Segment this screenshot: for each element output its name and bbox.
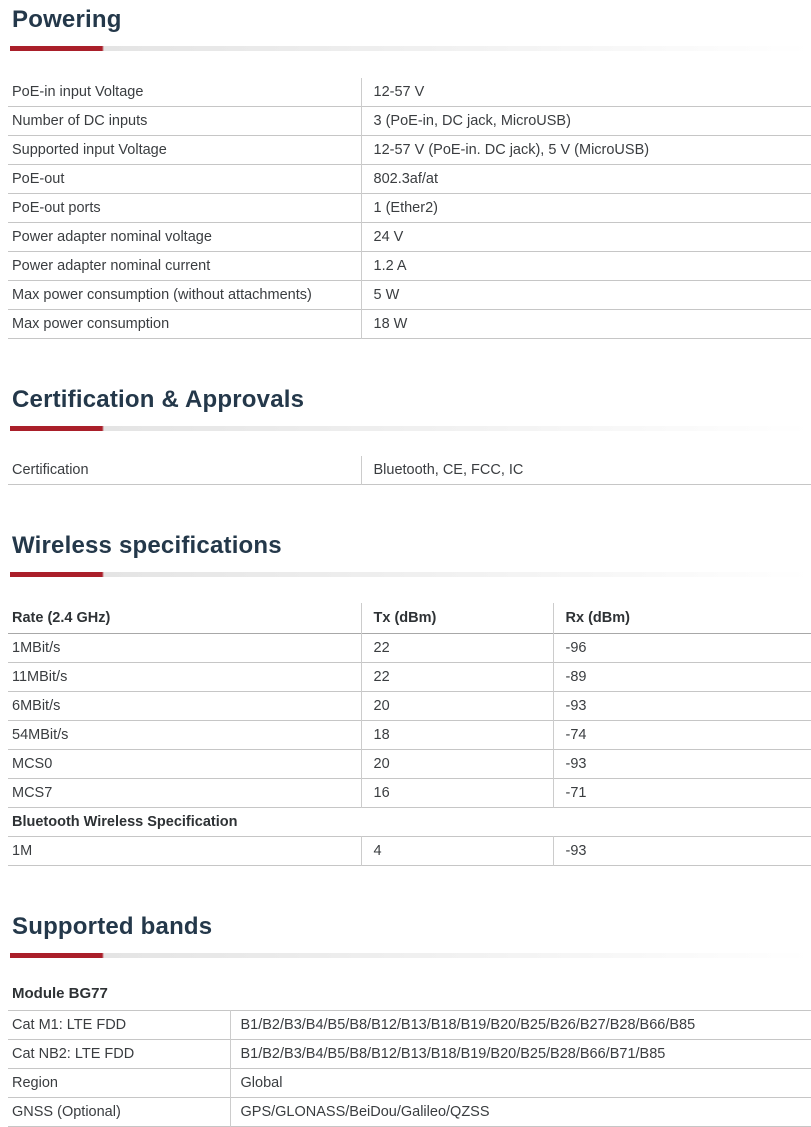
section-supported-bands — [8, 912, 811, 1127]
table-row — [8, 1039, 811, 1068]
spec-label: Cat M1: LTE FDD — [12, 1016, 127, 1033]
tx-cell: 22 — [361, 662, 553, 691]
spec-label: Power adapter nominal current — [12, 258, 211, 274]
table-row — [8, 662, 811, 691]
table-row — [8, 778, 811, 807]
spec-value: Global — [230, 1068, 811, 1097]
rx-cell: -71 — [553, 778, 811, 807]
rx-cell: -96 — [553, 633, 811, 662]
column-header-rx: Rx (dBm) — [553, 603, 811, 633]
accent-divider — [10, 46, 811, 51]
rate-cell: MCS7 — [12, 784, 53, 801]
spec-value: 3 (PoE-in, DC jack, MicroUSB) — [361, 107, 811, 136]
tx-cell: 22 — [361, 633, 553, 662]
rx-cell: -93 — [553, 749, 811, 778]
spec-label: PoE-out — [12, 171, 65, 187]
rate-cell: 11MBit/s — [12, 668, 68, 685]
spec-label: Region — [12, 1074, 58, 1091]
spec-value: Bluetooth, CE, FCC, IC — [361, 456, 811, 485]
table-row — [8, 194, 811, 223]
certification-table — [8, 456, 811, 485]
table-row — [8, 107, 811, 136]
section-wireless — [8, 531, 811, 866]
spec-value: B1/B2/B3/B4/B5/B8/B12/B13/B18/B19/B20/B25/B28/B66/B71/B85 — [230, 1039, 811, 1068]
tx-cell: 20 — [361, 749, 553, 778]
tx-cell: 20 — [361, 691, 553, 720]
table-row — [8, 165, 811, 194]
supported-bands-section-title: Supported bands — [12, 912, 213, 940]
section-certification — [8, 385, 811, 485]
table-row — [8, 281, 811, 310]
spec-label: Number of DC inputs — [12, 113, 148, 129]
table-row — [8, 1068, 811, 1097]
spec-label: GNSS (Optional) — [12, 1103, 121, 1120]
spec-value: B1/B2/B3/B4/B5/B8/B12/B13/B18/B19/B20/B25/B26/B27/B28/B66/B85 — [230, 1010, 811, 1039]
spec-value: 12-57 V — [361, 78, 811, 107]
spec-value: 802.3af/at — [361, 165, 811, 194]
rate-cell: 1M — [12, 842, 33, 859]
rx-cell: -74 — [553, 720, 811, 749]
bluetooth-subheader-label: Bluetooth Wireless Specification — [12, 813, 238, 830]
table-row — [8, 252, 811, 281]
column-header-rate: Rate (2.4 GHz) — [12, 609, 111, 626]
bluetooth-subheader-row — [8, 807, 811, 836]
table-row — [8, 456, 811, 485]
table-row — [8, 223, 811, 252]
section-powering — [8, 5, 811, 339]
table-row — [8, 136, 811, 165]
spec-label: Max power consumption — [12, 316, 170, 332]
table-row — [8, 1010, 811, 1039]
wireless-table — [8, 603, 811, 866]
table-row — [8, 836, 811, 865]
rate-cell: 54MBit/s — [12, 726, 69, 743]
rx-cell: -93 — [553, 836, 811, 865]
rx-cell: -93 — [553, 691, 811, 720]
table-row — [8, 633, 811, 662]
certification-section-title: Certification & Approvals — [12, 386, 305, 413]
powering-section-title: Powering — [12, 6, 122, 33]
supported-bands-table — [8, 1010, 811, 1127]
tx-cell: 4 — [361, 836, 553, 865]
spec-label: PoE-out ports — [12, 200, 101, 216]
spec-value: 1.2 A — [361, 252, 811, 281]
rate-cell: 6MBit/s — [12, 697, 61, 714]
spec-value: 12-57 V (PoE-in. DC jack), 5 V (MicroUSB) — [361, 136, 811, 165]
spec-value: GPS/GLONASS/BeiDou/Galileo/QZSS — [230, 1097, 811, 1126]
spec-value: 24 V — [361, 223, 811, 252]
spec-label: Certification — [12, 462, 89, 478]
spec-label: PoE-in input Voltage — [12, 84, 144, 100]
table-row — [8, 1097, 811, 1126]
tx-cell: 16 — [361, 778, 553, 807]
table-row — [8, 310, 811, 339]
spec-label: Supported input Voltage — [12, 142, 167, 158]
table-row — [8, 691, 811, 720]
table-header-row — [8, 603, 811, 633]
spec-value: 18 W — [361, 310, 811, 339]
table-row — [8, 749, 811, 778]
accent-divider — [10, 953, 811, 958]
wireless-section-title: Wireless specifications — [12, 532, 282, 559]
table-row — [8, 78, 811, 107]
spec-label: Cat NB2: LTE FDD — [12, 1045, 135, 1062]
column-header-tx: Tx (dBm) — [361, 603, 553, 633]
spec-label: Power adapter nominal voltage — [12, 229, 212, 245]
powering-table — [8, 78, 811, 339]
table-row — [8, 720, 811, 749]
tx-cell: 18 — [361, 720, 553, 749]
spec-value: 5 W — [361, 281, 811, 310]
accent-divider — [10, 572, 811, 577]
rate-cell: 1MBit/s — [12, 639, 61, 656]
rate-cell: MCS0 — [12, 755, 53, 772]
spec-value: 1 (Ether2) — [361, 194, 811, 223]
module-subtitle: Module BG77 — [12, 984, 108, 1002]
spec-label: Max power consumption (without attachments) — [12, 287, 312, 303]
rx-cell: -89 — [553, 662, 811, 691]
accent-divider — [10, 426, 811, 431]
